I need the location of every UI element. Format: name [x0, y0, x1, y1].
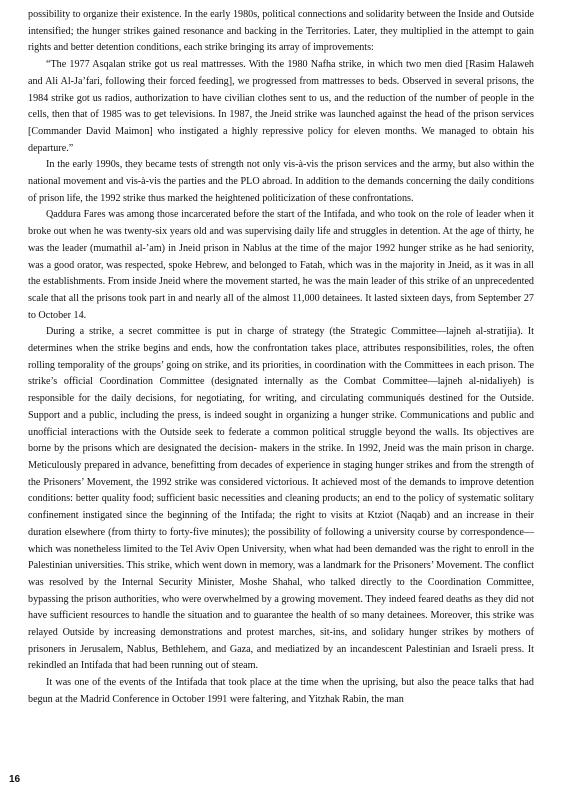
block-quote-paragraph: “The 1977 Asqalan strike got us real mattresses. With the 1980 Nafha strike, in which two men died [Rasim Halaweh and Ali Al-Ja’fari, following their forced feeding], we progressed from mattresses to beds. Observed in several prisons, the 1984 strike got us radios, authorization to have civilian clothes sent to us, and the reduction of the number of people in the cells, then that of 1985 was to get televisions. In 1987, the Jneid strike was launched against the head of the prison services [Commander David Maimon] who instigated a highly repressive policy for eleven months. We managed to obtain his departure.”	[28, 59, 534, 154]
paragraph: In the early 1990s, they became tests of strength not only vis-à-vis the prison services and the army, but also within the national movement and vis-à-vis the parties and the PLO abroad. In addition to the demands concerning the daily conditions of prison life, the 1992 strike thus marked the heightened politicization of these confrontations.	[28, 159, 534, 204]
page-number: 16	[9, 774, 21, 785]
body-text	[28, 7, 534, 709]
paragraph: During a strike, a secret committee is put in charge of strategy (the Strategic Committee—lajneh al-stratijia). It determines when the strike begins and ends, how the confrontation takes place, attributes responsibilities, roles, the often rolling temporality of the groups’ going on strike, and its priorities, in coordination with the Committees in each prison. The strike’s official Coordination Committee (designated internally as the Combat Committee—lajneh al-nidaliyeh) is responsible for the daily decisions, for negotiating, for writing, and circulating communiqués destined for the Outside. Support and a public, including the press, is indeed sought in organizing a hunger strike. Communications and public and unofficial interactions with the Outside seek to federate a common political struggle beyond the walls. Its objectives are borne by the prisons which are designated the decision- makers in the strike. In 1992, Jneid was the main prison in charge. Meticulously prepared in advance, benefitting from decades of experience in staging hunger strikes and from the strength of the Prisoners’ Movement, the 1992 strike was considered victorious. It achieved most of the demands to improve detention conditions: better quality food; sufficient basic necessities and cleaning products; an end to the policy of systematic solitary confinement instigated since the beginning of the Intifada; the right to visits at Ktziot (Naqab) and an increase in their duration elsewhere (from thirty to forty-five minutes); the possibility of following a university course by correspondence—which was nonetheless limited to the Tel Aviv Open University, when what had been demanded was the right to enroll in the Palestinian universities. This strike, which went down in memory, was a landmark for the Prisoners’ Movement. The conflict was resolved by the Internal Security Minister, Moshe Shahal, who talked directly to the Coordination Committee, bypassing the prison authorities, who were overwhelmed by a growing movement. They indeed feared deaths as they did not have sufficient resources to handle the situation and to guarantee the health of so many detainees. Moreover, this strike was relayed Outside by increasing demonstrations and protest marches, sit-ins, and solidary hunger strikes by mothers of prisoners in Jerusalem, Nablus, Bethlehem, and Gaza, and mediatized by an incandescent Palestinian and Israeli press. It rekindled an Intifada that had been running out of steam.	[28, 326, 534, 672]
paragraph: Qaddura Fares was among those incarcerated before the start of the Intifada, and who took on the role of leader when it broke out when he was twenty-six years old and was supervising daily life and struggles in detention. At the age of thirty, he was the leader (mumathil al-’am) in Jneid prison in Nablus at the time of the major 1992 hunger strike as he had seniority, was a good orator, was respected, spoke Hebrew, and belonged to Fatah, which was in the majority in Jneid, as it was in all the establishments. From inside Jneid where the movement started, he was the main leader of this strike of an unprecedented scale that all the prisons took part in and nearly all of the almost 11,000 detainees. It lasted sixteen days, from September 27 to October 14.	[28, 209, 534, 321]
paragraph: possibility to organize their existence. In the early 1980s, political connections and solidarity between the Inside and Outside intensified; the hunger strikes gained resonance and backing in the Territories. Later, they multiplied in the attempt to gain rights and better detention conditions, each strike bringing its array of improvements:	[28, 9, 534, 54]
paragraph: It was one of the events of the Intifada that took place at the time when the uprising, but also the peace talks that had begun at the Madrid Conference in October 1991 were faltering, and Yitzhak Rabin, the man	[28, 677, 534, 705]
